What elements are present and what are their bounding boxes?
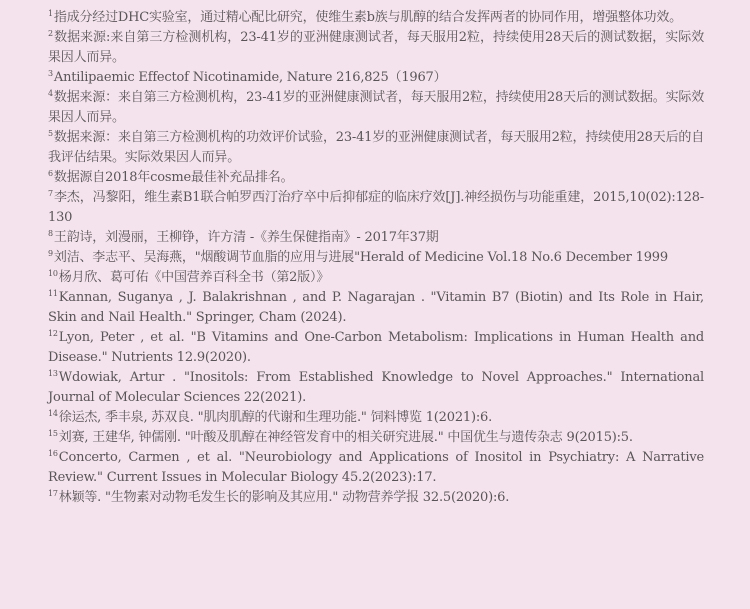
footnote-text: Lyon, Peter , et al. "B Vitamins and One-Carbon Metabolism: Implications in Human Health and Disease." Nutrients 12.9(2020). — [48, 330, 704, 365]
footnote-text: 刘赛, 王建华, 钟儒刚. "叶酸及肌醇在神经管发育中的相关研究进展." 中国优生与遗传杂志 9(2015):5. — [58, 430, 633, 445]
footnote-number: 3 — [48, 69, 53, 78]
footnote-2 — [48, 28, 704, 68]
footnote-3 — [48, 68, 704, 88]
footnote-text: 数据来源:来自第三方检测机构，23-41岁的亚洲健康测试者，每天服用2粒，持续使用28天后的测试数据，实际效果因人而异。 — [48, 30, 704, 65]
footnote-number: 2 — [48, 29, 53, 38]
footnote-number: 1 — [48, 9, 53, 18]
footnote-text: 徐运杰, 季丰泉, 苏双良. "肌肉肌醇的代谢和生理功能." 饲料博览 1(2021):6. — [58, 410, 493, 425]
footnote-6 — [48, 168, 704, 188]
footnote-14 — [48, 408, 704, 428]
footnote-13 — [48, 368, 704, 408]
footnote-7 — [48, 188, 704, 228]
footnote-number: 11 — [48, 289, 58, 298]
footnote-1 — [48, 8, 704, 28]
footnote-17 — [48, 488, 704, 508]
footnote-11 — [48, 288, 704, 328]
footnote-number: 7 — [48, 189, 53, 198]
footnote-text: 王韵诗，刘漫丽，王柳铮，许方清 -《养生保健指南》- 2017年37期 — [53, 230, 439, 245]
footnote-number: 4 — [48, 89, 53, 98]
footnote-number: 13 — [48, 369, 58, 378]
footnote-number: 12 — [48, 329, 58, 338]
footnote-4 — [48, 88, 704, 128]
footnote-text: 指成分经过DHC实验室，通过精心配比研究，使维生素b族与肌醇的结合发挥两者的协同作用，增强整体功效。 — [53, 10, 682, 25]
footnote-text: Wdowiak, Artur . "Inositols: From Established Knowledge to Novel Approaches." International Journal of Molecular Sciences 22(2021). — [48, 370, 704, 405]
footnote-8 — [48, 228, 704, 248]
footnote-text: 杨月欣、葛可佑《中国营养百科全书（第2版）》 — [58, 270, 330, 285]
footnote-number: 10 — [48, 269, 58, 278]
footnote-text: 数据来源：来自第三方检测机构的功效评价试验，23-41岁的亚洲健康测试者，每天服用2粒，持续使用28天后的自我评估结果。实际效果因人而异。 — [48, 130, 704, 165]
footnote-5 — [48, 128, 704, 168]
footnote-16 — [48, 448, 704, 488]
footnote-text: Concerto, Carmen , et al. "Neurobiology and Applications of Inositol in Psychiatry: A Narrative Review." Current Issues in Molecular Biology 45.2(2023):17. — [48, 450, 704, 485]
footnote-text: Kannan, Suganya , J. Balakrishnan , and P. Nagarajan . "Vitamin B7 (Biotin) and Its Role in Hair, Skin and Nail Health." Springer, Cham (2024). — [48, 290, 704, 325]
footnote-list — [48, 8, 704, 508]
footnote-text: 李杰，冯黎阳，维生素B1联合帕罗西汀治疗卒中后抑郁症的临床疗效[J].神经损伤与功能重建，2015,10(02):128-130 — [48, 190, 704, 225]
footnote-number: 8 — [48, 229, 53, 238]
footnote-15 — [48, 428, 704, 448]
footnote-number: 15 — [48, 429, 58, 438]
footnote-number: 14 — [48, 409, 58, 418]
footnote-12 — [48, 328, 704, 368]
footnote-9 — [48, 248, 704, 268]
footnote-text: 数据来源：来自第三方检测机构，23-41岁的亚洲健康测试者，每天服用2粒，持续使用28天后的测试数据。实际效果因人而异。 — [48, 90, 704, 125]
footnote-number: 17 — [48, 489, 58, 498]
footnote-text: 刘洁、李志平、吴海燕，"烟酸调节血脂的应用与进展"Herald of Medicine Vol.18 No.6 December 1999 — [53, 250, 668, 265]
footnote-number: 6 — [48, 169, 53, 178]
footnote-text: 林颖等. "生物素对动物毛发生长的影响及其应用." 动物营养学报 32.5(2020):6. — [58, 490, 510, 505]
footnote-10 — [48, 268, 704, 288]
footnote-number: 9 — [48, 249, 53, 258]
footnote-number: 5 — [48, 129, 53, 138]
footnote-number: 16 — [48, 449, 58, 458]
footnote-text: Antilipaemic Effectof Nicotinamide, Nature 216,825（1967） — [53, 70, 447, 85]
footnote-text: 数据源自2018年cosme最佳补充品排名。 — [53, 170, 294, 185]
